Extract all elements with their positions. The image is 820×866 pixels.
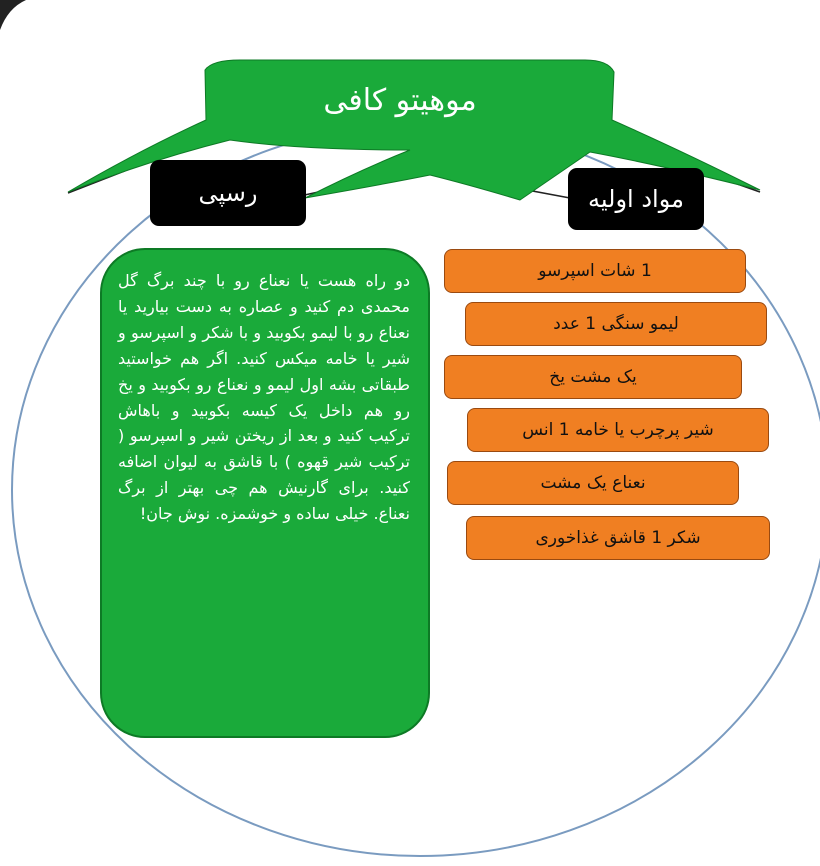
ingredient-item: شکر 1 قاشق غذاخوری	[466, 516, 770, 560]
ingredients-label: مواد اولیه	[568, 168, 704, 230]
corner-mark	[0, 0, 26, 30]
ingredient-item: 1 شات اسپرسو	[444, 249, 746, 293]
recipe-text: دو راه هست یا نعناع رو با چند برگ گل محمدی دم کنید و عصاره به دست بیارید یا نعناع رو با لیمو بکوبید و با شکر و اسپرسو و شیر یا خامه میکس کنید. اگر هم خواستید طبقاتی بشه اول لیمو و نعناع رو بکوبید و یخ رو هم داخل یک کیسه بکوبید و باهاش ترکیب کنید و بعد از ریختن شیر و اسپرسو ( ترکیب شیر قهوه ) با قاشق به لیوان اضافه کنید. برای گارنیش هم چی بهتر از برگ نعناع. خیلی ساده و خوشمزه. نوش جان!	[118, 271, 410, 524]
ingredient-item: نعناع یک مشت	[447, 461, 739, 505]
ingredient-item: لیمو سنگی 1 عدد	[465, 302, 767, 346]
title: موهیتو کافی	[323, 82, 477, 118]
recipe-label: رسپی	[150, 160, 306, 226]
ingredient-item: شیر پرچرب یا خامه 1 انس	[467, 408, 769, 452]
ingredient-item: یک مشت یخ	[444, 355, 742, 399]
